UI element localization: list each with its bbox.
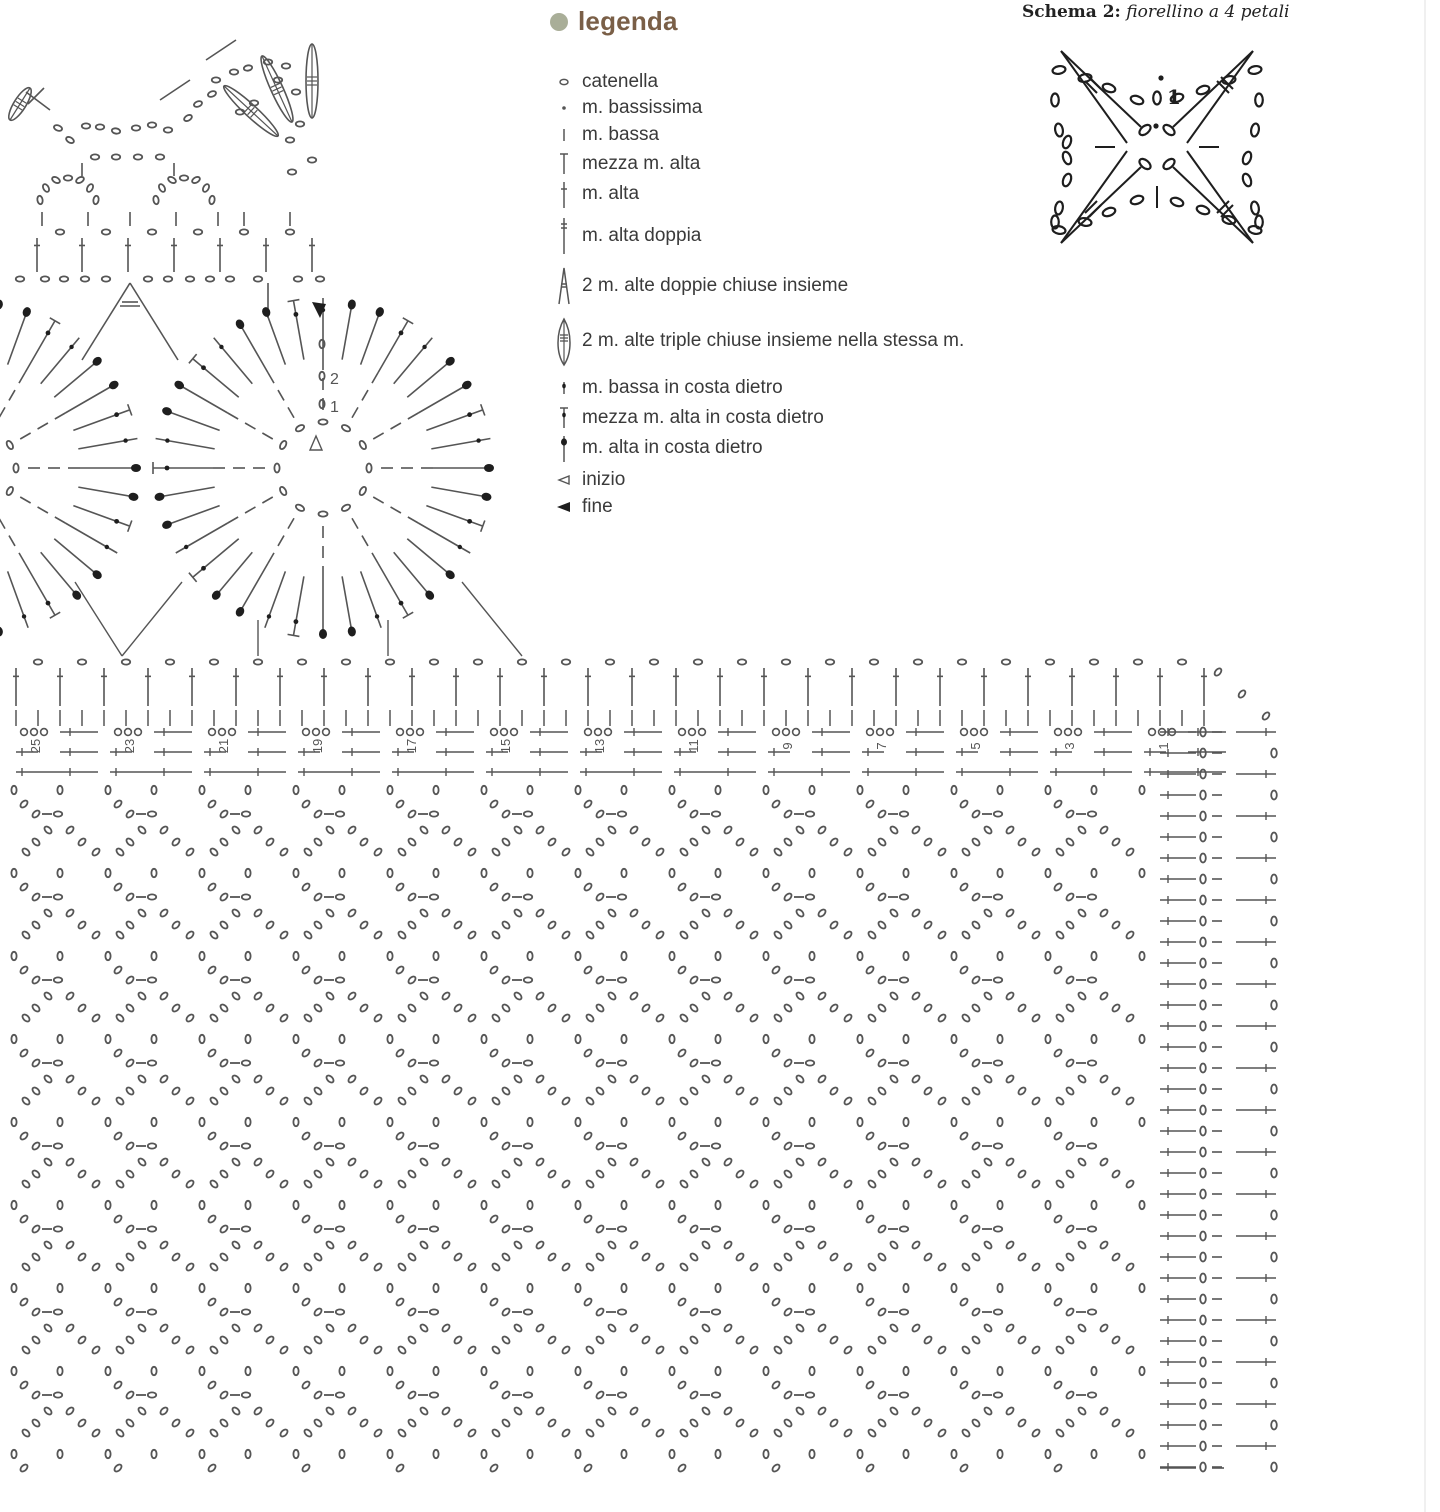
legend-item	[550, 329, 964, 353]
legend-item-label: 2 m. alte triple chiuse insieme nella stessa m.	[582, 330, 965, 351]
legend-item	[550, 152, 700, 176]
dc-back-loop-icon	[550, 436, 578, 460]
flower-motifs	[0, 298, 522, 656]
legend-item-label: inizio	[582, 469, 626, 490]
half-double-crochet-icon	[550, 152, 578, 176]
slip-stitch-dot-icon	[550, 96, 578, 120]
legend-item-label: 2 m. alte doppie chiuse insieme	[582, 275, 849, 296]
legend-item-label: m. alta in costa dietro	[582, 437, 763, 458]
page-edge	[1424, 0, 1426, 1512]
svg-text:1: 1	[1167, 85, 1181, 109]
legend-item-label: mezza m. alta	[582, 153, 701, 174]
svg-text:19: 19	[310, 738, 325, 754]
svg-text:1: 1	[330, 399, 339, 416]
legend-item-label: m. alta	[582, 183, 640, 204]
svg-text:3: 3	[1062, 742, 1077, 750]
sc-back-loop-icon	[550, 376, 578, 400]
start-triangle-icon	[550, 468, 578, 492]
legend-item-label: fine	[582, 496, 613, 517]
svg-text:5: 5	[968, 742, 983, 750]
treble-crochet-icon	[550, 224, 578, 248]
chain-oval-icon	[550, 70, 578, 94]
legend-item-label: m. bassa in costa dietro	[582, 377, 783, 398]
legend-bullet-icon	[550, 13, 568, 31]
schema2-title	[1022, 2, 1289, 22]
top-border-pattern	[5, 40, 324, 360]
legend-item	[550, 96, 702, 120]
svg-text:11: 11	[686, 739, 701, 753]
triple-treble-cluster-icon	[550, 329, 578, 353]
legend-item	[550, 182, 639, 206]
treble-2tog-icon	[550, 274, 578, 298]
schema2-four-petal-flower	[1051, 51, 1263, 243]
svg-text:23: 23	[122, 738, 137, 754]
end-triangle-icon	[550, 495, 578, 519]
legend-item	[550, 70, 658, 94]
legend-item	[550, 376, 783, 400]
legend-item-label: catenella	[582, 71, 659, 92]
legend-item	[550, 123, 659, 147]
svg-text:7: 7	[874, 742, 889, 750]
legend-header	[550, 6, 678, 37]
schema2-title-italic: fiorellino a 4 petali	[1120, 2, 1290, 22]
legend-title: legenda	[578, 6, 678, 36]
svg-text:25: 25	[28, 738, 43, 754]
legend-item	[550, 436, 763, 460]
svg-text:1: 1	[1156, 742, 1171, 750]
svg-text:15: 15	[498, 738, 513, 754]
svg-text:9: 9	[780, 742, 795, 750]
edge-rows	[13, 659, 1277, 1471]
legend-item-label: m. bassa	[582, 124, 660, 145]
svg-text:17: 17	[404, 738, 419, 754]
svg-text:2: 2	[330, 371, 339, 388]
legend-item	[550, 224, 701, 248]
single-crochet-bar-icon	[550, 123, 578, 147]
legend-item	[550, 495, 613, 519]
net-mesh	[11, 786, 1144, 1473]
legend-item	[550, 468, 625, 492]
schema2-title-bold: Schema 2:	[1022, 2, 1121, 22]
svg-text:21: 21	[216, 738, 231, 754]
legend-item-label: m. alta doppia	[582, 225, 702, 246]
double-crochet-icon	[550, 182, 578, 206]
legend-item	[550, 274, 848, 298]
legend-item	[550, 406, 824, 430]
legend-item-label: m. bassissima	[582, 97, 703, 118]
legend-item-label: mezza m. alta in costa dietro	[582, 407, 824, 428]
svg-text:13: 13	[592, 738, 607, 754]
hdc-back-loop-icon	[550, 406, 578, 430]
